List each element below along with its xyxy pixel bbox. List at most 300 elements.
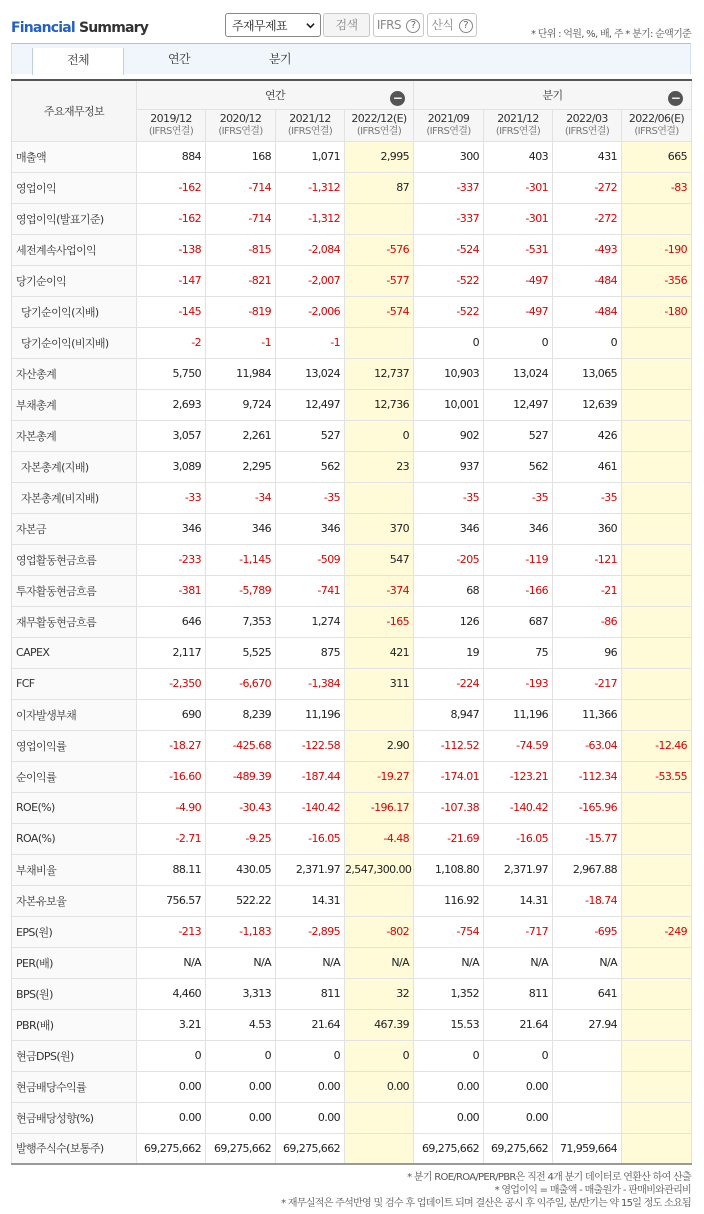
period-header [276,109,345,141]
row-label: 자본금 [12,513,137,544]
table-cell: 875 [276,637,345,668]
table-cell: -112.34 [553,761,622,792]
table-row [12,575,692,606]
table-cell: -187.44 [276,761,345,792]
table-row [12,451,692,482]
table-cell: -9.25 [206,823,276,854]
tab-annual[interactable]: 연간 [168,52,190,66]
period-label: 2022/03 [566,112,608,125]
table-cell: -714 [206,172,276,203]
table-cell: -18.74 [553,885,622,916]
financial-summary-table [11,79,692,1165]
period-basis: (IFRS연결) [495,126,541,137]
period-header [622,109,692,141]
table-cell: 346 [206,513,276,544]
table-cell [622,978,692,1009]
table-cell: 27.94 [553,1009,622,1040]
period-header [345,109,414,141]
row-label: 자산총계 [12,358,137,389]
table-cell: -1 [206,327,276,358]
table-cell: 522.22 [206,885,276,916]
table-cell: 8,947 [414,699,484,730]
table-cell [345,203,414,234]
table-cell: -497 [484,265,553,296]
table-cell: 811 [484,978,553,1009]
table-cell: 10,001 [414,389,484,420]
table-cell: 2,693 [137,389,206,420]
table-cell: -35 [484,482,553,513]
table-cell: -16.05 [276,823,345,854]
table-cell: 12,737 [345,358,414,389]
table-row [12,1071,692,1102]
period-header [414,109,484,141]
table-cell: -381 [137,575,206,606]
table-cell: -821 [206,265,276,296]
table-cell: -233 [137,544,206,575]
table-cell: -193 [484,668,553,699]
statement-type-value: 주재무제표 [232,19,287,33]
table-cell: -2.71 [137,823,206,854]
table-cell: -4.90 [137,792,206,823]
period-label: 2021/09 [427,112,470,125]
table-cell [622,544,692,575]
table-cell: -165.96 [553,792,622,823]
row-label: 당기순이익 [12,265,137,296]
period-basis: (IFRS연결) [564,126,610,137]
table-cell: 3,089 [137,451,206,482]
title-summary: Summary [78,20,149,36]
table-cell [622,699,692,730]
table-cell: -5,789 [206,575,276,606]
table-row [12,947,692,978]
table-cell [345,482,414,513]
table-cell: 811 [276,978,345,1009]
table-cell [622,1009,692,1040]
table-cell: 4,460 [137,978,206,1009]
table-cell: 12,736 [345,389,414,420]
table-cell: N/A [553,947,622,978]
table-cell [622,482,692,513]
table-cell: -374 [345,575,414,606]
row-label: ROE(%) [12,792,137,823]
table-cell [622,513,692,544]
table-cell: 641 [553,978,622,1009]
table-cell: 13,065 [553,358,622,389]
table-cell: 431 [553,141,622,172]
table-cell: 467.39 [345,1009,414,1040]
table-cell: 756.57 [137,885,206,916]
table-cell: -1,183 [206,916,276,947]
table-cell: -217 [553,668,622,699]
table-cell: -15.77 [553,823,622,854]
table-cell: -35 [276,482,345,513]
table-cell: -16.05 [484,823,553,854]
table-cell [622,947,692,978]
table-row [12,699,692,730]
table-cell [345,699,414,730]
table-cell: -213 [137,916,206,947]
title-financial: Financial [11,20,75,36]
table-cell [622,451,692,482]
help-icon: ? [459,19,473,33]
table-cell: 562 [484,451,553,482]
period-label: 2022/06(E) [628,112,685,125]
tab-bar [11,43,691,74]
table-cell: 360 [553,513,622,544]
table-cell: 0 [137,1040,206,1071]
table-cell: -2,895 [276,916,345,947]
table-cell: -162 [137,203,206,234]
table-cell: -4.48 [345,823,414,854]
table-cell: 21.64 [276,1009,345,1040]
table-cell: -484 [553,296,622,327]
chevron-down-icon [306,21,315,30]
table-cell: 1,352 [414,978,484,1009]
table-row [12,1102,692,1133]
table-cell: -509 [276,544,345,575]
table-cell: 0.00 [137,1071,206,1102]
table-row [12,327,692,358]
table-cell: -2,007 [276,265,345,296]
row-label: 자본총계 [12,420,137,451]
table-cell: -30.43 [206,792,276,823]
table-cell: -12.46 [622,730,692,761]
table-cell: -165 [345,606,414,637]
table-cell: 0.00 [137,1102,206,1133]
table-cell: -493 [553,234,622,265]
table-cell: 21.64 [484,1009,553,1040]
table-cell: -497 [484,296,553,327]
period-header [484,109,553,141]
row-label: 현금DPS(원) [12,1040,137,1071]
ifrs-label: IFRS [376,18,401,32]
table-cell: 2,967.88 [553,854,622,885]
table-row [12,606,692,637]
table-cell: -1 [276,327,345,358]
table-row [12,854,692,885]
table-row [12,1133,692,1164]
table-cell: 687 [484,606,553,637]
table-cell: 13,024 [484,358,553,389]
footnote: * 분기 ROE/ROA/PER/PBR은 직전 4개 분기 데이터로 연환산 하여 산출 [407,1172,691,1183]
table-cell: 311 [345,668,414,699]
table-cell: -576 [345,234,414,265]
row-label: PBR(배) [12,1009,137,1040]
table-cell: N/A [276,947,345,978]
tab-all[interactable]: 전체 [32,48,124,75]
table-cell [622,203,692,234]
row-label: 순이익률 [12,761,137,792]
table-cell: 13,024 [276,358,345,389]
table-cell [553,1071,622,1102]
table-row [12,141,692,172]
table-cell: 430.05 [206,854,276,885]
table-row [12,730,692,761]
table-cell [622,389,692,420]
table-cell: -337 [414,203,484,234]
toolbar [0,0,704,42]
table-cell: -140.42 [276,792,345,823]
row-label: 현금배당성향(%) [12,1102,137,1133]
period-basis: (IFRS연결) [287,126,333,137]
period-label: 2022/12(E) [351,112,407,125]
formula-label: 산식 [431,18,454,32]
period-basis: (IFRS연결) [426,126,471,137]
row-label: 부채비율 [12,854,137,885]
table-cell: 937 [414,451,484,482]
ifrs-button[interactable] [373,13,424,37]
row-label: 매출액 [12,141,137,172]
table-cell: 0.00 [484,1102,553,1133]
table-cell: -147 [137,265,206,296]
table-cell: 1,071 [276,141,345,172]
table-cell: 0.00 [345,1071,414,1102]
table-cell: 421 [345,637,414,668]
table-cell [622,327,692,358]
table-cell: 96 [553,637,622,668]
table-cell: 11,984 [206,358,276,389]
table-cell: -531 [484,234,553,265]
table-cell: 884 [137,141,206,172]
table-cell: 902 [414,420,484,451]
table-row [12,358,692,389]
table-cell: 68 [414,575,484,606]
table-cell: -34 [206,482,276,513]
table-cell: 69,275,662 [137,1133,206,1164]
table-cell: -272 [553,172,622,203]
table-cell: 426 [553,420,622,451]
table-cell: 0 [414,1040,484,1071]
table-cell: 346 [414,513,484,544]
table-cell: -6,670 [206,668,276,699]
table-row [12,420,692,451]
row-label: EPS(원) [12,916,137,947]
table-cell [622,575,692,606]
table-cell: 12,497 [276,389,345,420]
table-cell: -19.27 [345,761,414,792]
table-cell: -21 [553,575,622,606]
table-cell: -356 [622,265,692,296]
row-label: 투자활동현금흐름 [12,575,137,606]
table-cell: 75 [484,637,553,668]
table-cell: 2,995 [345,141,414,172]
table-cell [553,1040,622,1071]
table-cell: -123.21 [484,761,553,792]
table-cell: 562 [276,451,345,482]
table-cell: 0 [484,1040,553,1071]
table-row [12,544,692,575]
table-cell: -119 [484,544,553,575]
table-cell: -145 [137,296,206,327]
table-cell: 0 [414,327,484,358]
table-row [12,761,692,792]
table-row [12,389,692,420]
row-label: BPS(원) [12,978,137,1009]
table-cell: -802 [345,916,414,947]
table-cell: 346 [276,513,345,544]
table-cell: 7,353 [206,606,276,637]
table-cell: 15.53 [414,1009,484,1040]
table-cell: -138 [137,234,206,265]
table-cell: -2,350 [137,668,206,699]
table-cell: -18.27 [137,730,206,761]
table-cell: 10,903 [414,358,484,389]
table-cell: -16.60 [137,761,206,792]
table-cell: 527 [276,420,345,451]
row-label: 영업이익 [12,172,137,203]
table-cell: 0 [206,1040,276,1071]
unit-note: * 단위 : 억원, %, 배, 주 * 분기: 순액기준 [530,29,691,40]
row-label: CAPEX [12,637,137,668]
table-row [12,885,692,916]
table-cell [345,327,414,358]
table-cell: 0.00 [206,1102,276,1133]
table-cell: 403 [484,141,553,172]
period-label: 2020/12 [219,112,262,125]
table-cell: 461 [553,451,622,482]
table-cell: 1,108.80 [414,854,484,885]
page-title [11,20,148,36]
table-cell [622,1133,692,1164]
table-cell: 2,371.97 [484,854,553,885]
row-label: 이자발생부채 [12,699,137,730]
row-label: ROA(%) [12,823,137,854]
table-cell: 2,547,300.00 [345,854,414,885]
table-cell: -249 [622,916,692,947]
table-cell: -180 [622,296,692,327]
table-cell: -815 [206,234,276,265]
row-label: 자본유보율 [12,885,137,916]
table-cell: 11,366 [553,699,622,730]
table-row [12,1040,692,1071]
table-cell: -205 [414,544,484,575]
table-cell: -107.38 [414,792,484,823]
table-cell [622,637,692,668]
table-cell: 665 [622,141,692,172]
table-row [12,265,692,296]
table-cell: 87 [345,172,414,203]
table-cell: -140.42 [484,792,553,823]
table-cell: -2,006 [276,296,345,327]
table-cell: -337 [414,172,484,203]
footnote: * 영업이익 = 매출액 - 매출원가 - 판매비와관리비 [494,1185,691,1196]
row-label: 세전계속사업이익 [12,234,137,265]
table-cell [622,606,692,637]
table-cell: -112.52 [414,730,484,761]
statement-type-select[interactable] [225,13,321,37]
table-cell: 71,959,664 [553,1133,622,1164]
tab-quarterly[interactable]: 분기 [269,52,291,66]
table-cell [622,854,692,885]
table-cell: 1,274 [276,606,345,637]
row-label: 부채총계 [12,389,137,420]
table-row [12,172,692,203]
table-cell: 14.31 [484,885,553,916]
table-cell: 12,497 [484,389,553,420]
period-basis: (IFRS연결) [148,126,194,137]
table-cell: -741 [276,575,345,606]
table-cell [622,1040,692,1071]
table-cell: 0.00 [206,1071,276,1102]
table-cell: -522 [414,265,484,296]
table-cell: -819 [206,296,276,327]
table-cell: 346 [137,513,206,544]
table-row [12,1009,692,1040]
table-cell: -2 [137,327,206,358]
table-cell: 2,117 [137,637,206,668]
table-cell: 11,196 [276,699,345,730]
formula-button[interactable] [427,13,477,37]
table-cell: 4.53 [206,1009,276,1040]
table-cell: -1,384 [276,668,345,699]
table-cell [622,885,692,916]
table-cell: 2,261 [206,420,276,451]
table-cell: 2.90 [345,730,414,761]
table-cell: -301 [484,203,553,234]
table-cell: 14.31 [276,885,345,916]
table-row [12,637,692,668]
table-cell: 3,057 [137,420,206,451]
table-row [12,792,692,823]
table-cell: -2,084 [276,234,345,265]
table-cell: 69,275,662 [276,1133,345,1164]
row-label: 당기순이익(지배) [12,296,137,327]
table-cell: 32 [345,978,414,1009]
label-column-header: 주요재무정보 [12,80,137,141]
table-cell: -1,145 [206,544,276,575]
table-cell: 0 [345,420,414,451]
table-cell [622,668,692,699]
table-cell: 8,239 [206,699,276,730]
table-cell: 3.21 [137,1009,206,1040]
table-cell: -162 [137,172,206,203]
annual-group-header [137,80,414,109]
table-cell: 126 [414,606,484,637]
table-cell: -224 [414,668,484,699]
table-cell: -577 [345,265,414,296]
table-cell: 2,371.97 [276,854,345,885]
table-cell: -695 [553,916,622,947]
table-cell: 0.00 [414,1102,484,1133]
period-label: 2019/12 [150,112,192,125]
table-cell: N/A [137,947,206,978]
table-cell: 9,724 [206,389,276,420]
table-cell: -574 [345,296,414,327]
table-cell: -53.55 [622,761,692,792]
table-cell: -35 [553,482,622,513]
table-cell: -717 [484,916,553,947]
table-cell: 0.00 [484,1071,553,1102]
row-label: PER(배) [12,947,137,978]
table-cell: 69,275,662 [484,1133,553,1164]
search-button[interactable]: 검색 [323,13,370,37]
table-cell: 346 [484,513,553,544]
table-cell: -63.04 [553,730,622,761]
row-label: 재무활동현금흐름 [12,606,137,637]
period-header [553,109,622,141]
table-cell: -524 [414,234,484,265]
table-cell: -301 [484,172,553,203]
table-cell [622,420,692,451]
collapse-quarter-icon[interactable]: − [668,91,683,106]
table-cell [345,1102,414,1133]
table-cell: 69,275,662 [414,1133,484,1164]
table-cell: 116.92 [414,885,484,916]
table-cell: 2,295 [206,451,276,482]
table-cell: -484 [553,265,622,296]
table-cell [345,885,414,916]
collapse-annual-icon[interactable]: − [390,91,405,106]
